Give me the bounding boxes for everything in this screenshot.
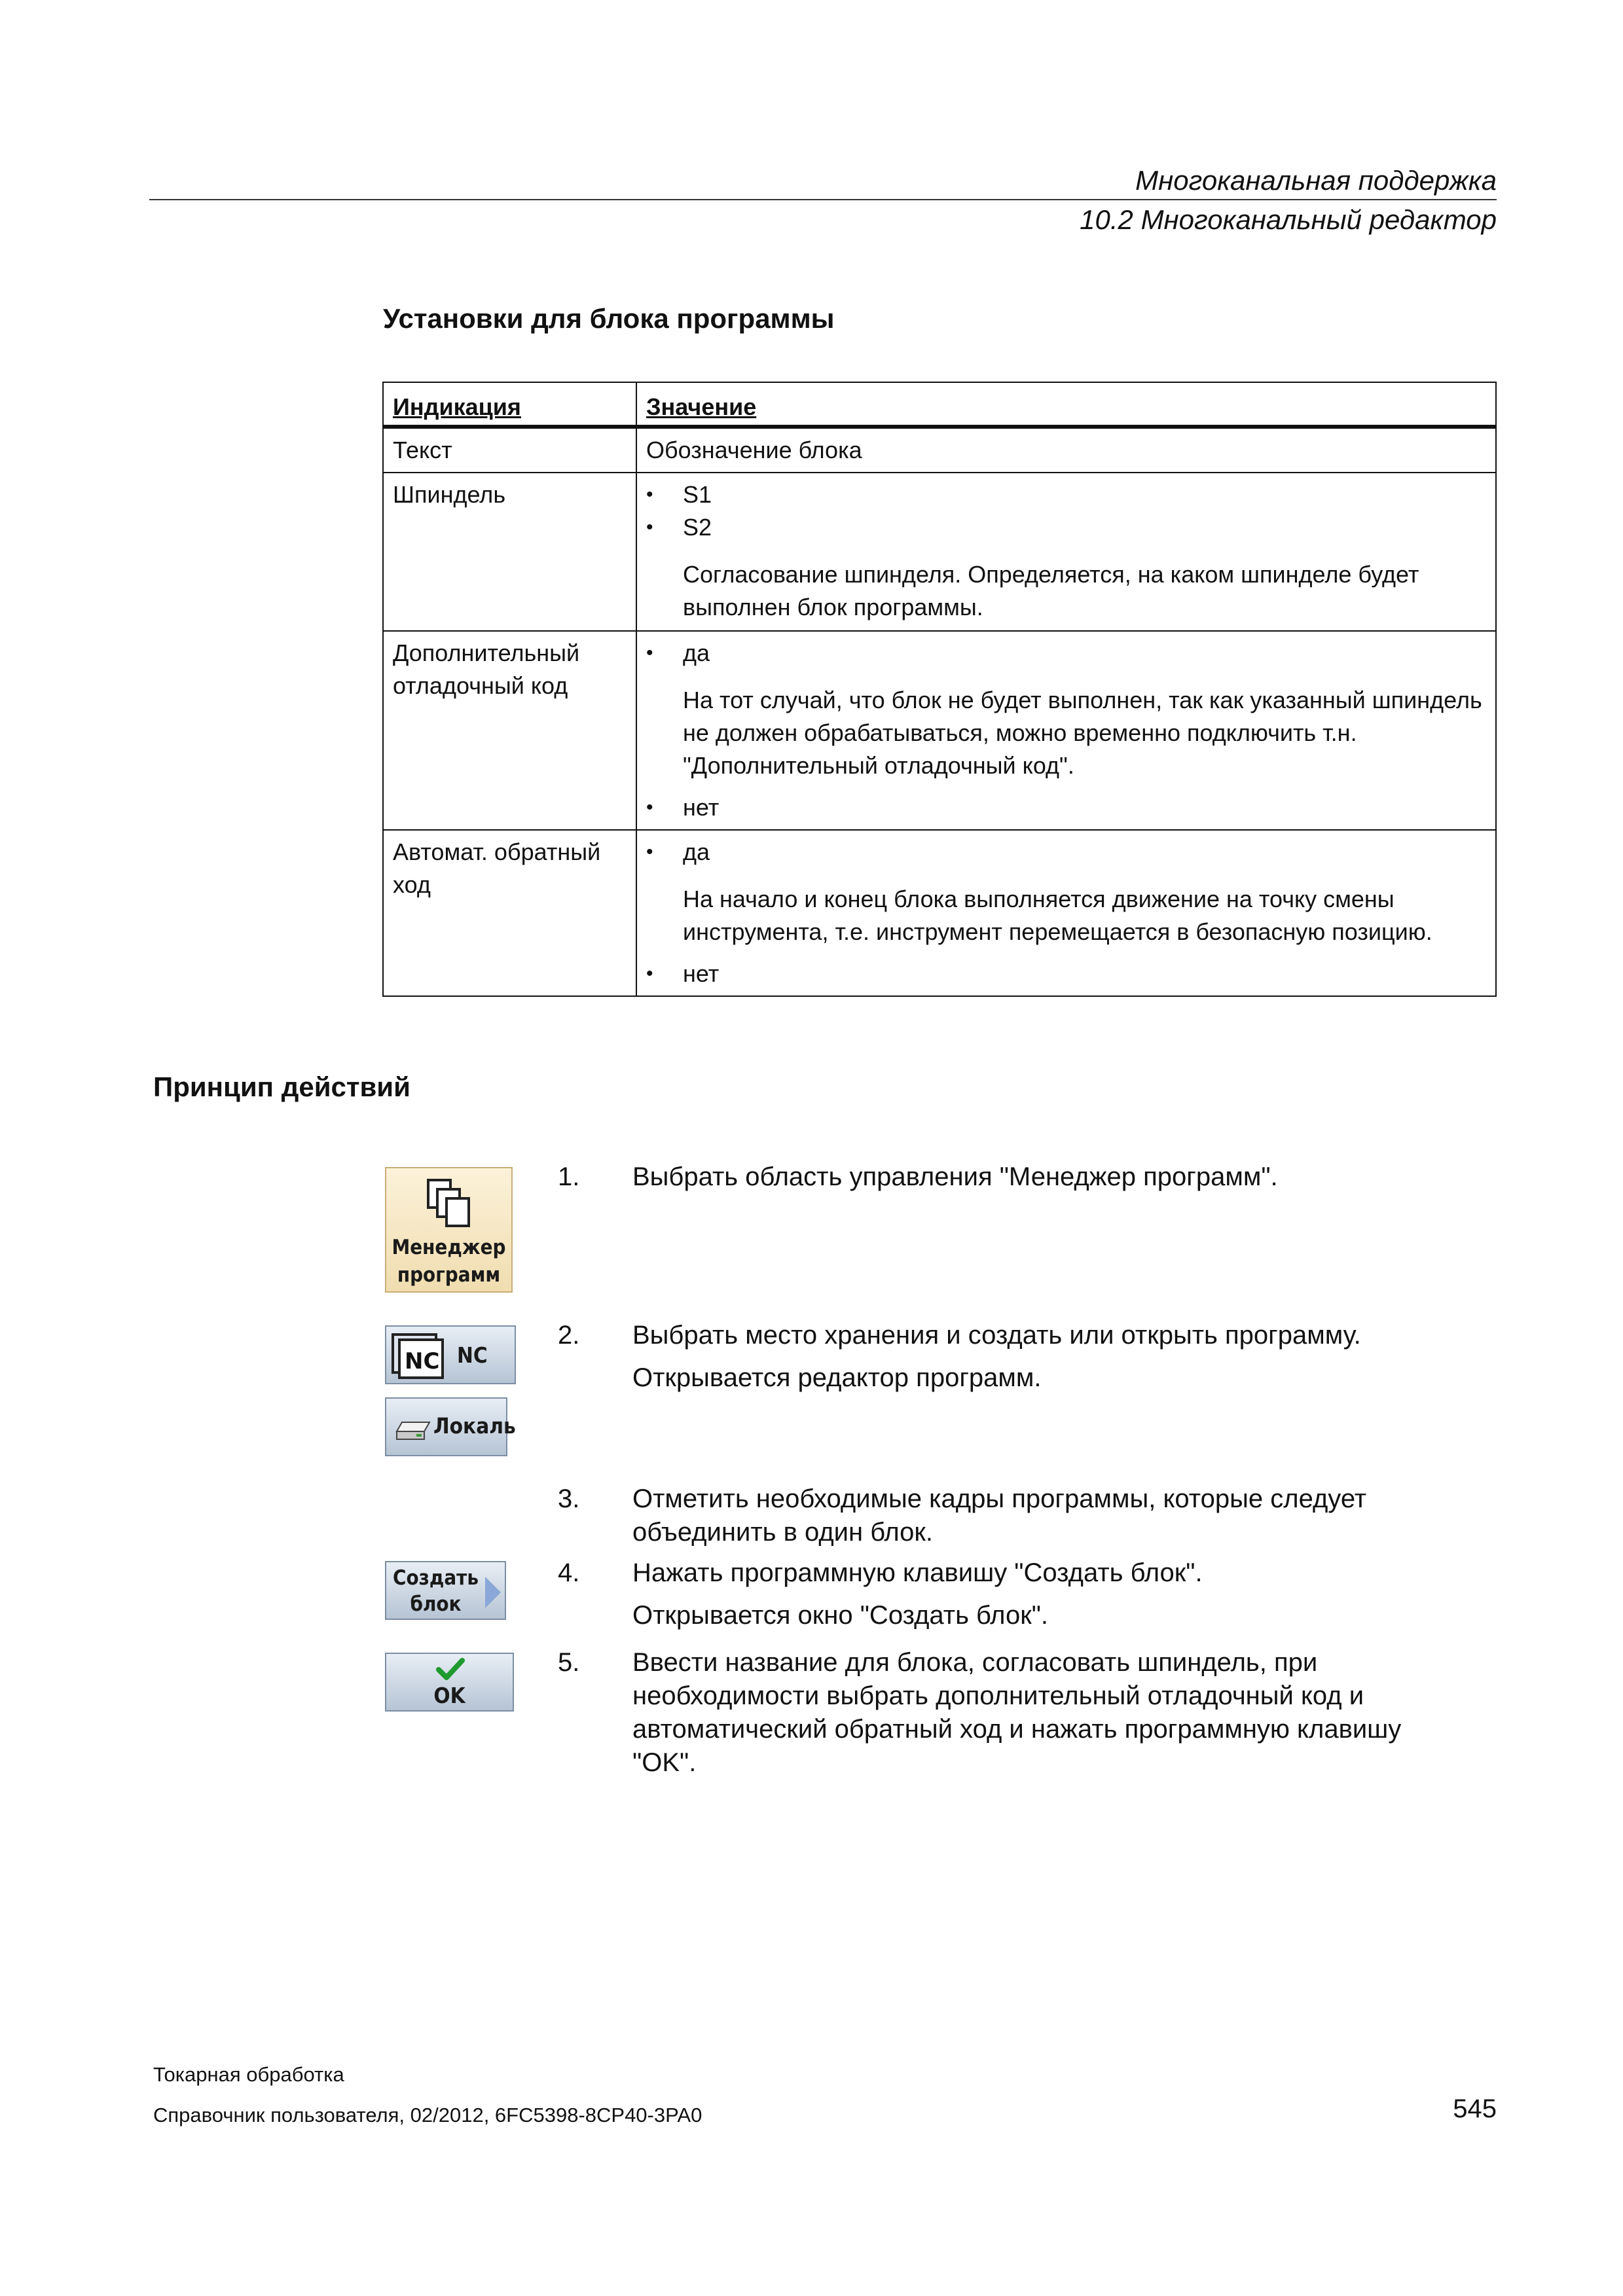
header-rule xyxy=(149,199,1497,200)
step-text xyxy=(632,1160,1444,1203)
step-line: Выбрать область управления "Менеджер программ". xyxy=(632,1162,1278,1191)
bullet-text: S2 xyxy=(683,514,712,541)
column-header-indication: Индикация xyxy=(383,382,636,427)
running-header-section: 10.2 Многоканальный редактор xyxy=(1080,204,1497,235)
row-value xyxy=(636,473,1496,631)
drive-icon xyxy=(395,1421,431,1443)
bullet-text: S1 xyxy=(683,481,712,508)
step-number: 4. xyxy=(558,1558,580,1587)
table-header-row xyxy=(383,382,1496,427)
documents-stack-icon xyxy=(426,1177,474,1232)
step-line: Ввести название для блока, согласовать шпиндель, при необходимости выбрать дополнительный отладочный код и автоматический обратный ход и нажать программную клавишу "OK". xyxy=(632,1648,1402,1777)
step-line: Нажать программную клавишу "Создать блок". xyxy=(632,1558,1203,1587)
local-softkey xyxy=(385,1397,516,1456)
page-number: 545 xyxy=(1453,2094,1497,2123)
nc-folder-icon xyxy=(392,1333,447,1382)
row-name: Текст xyxy=(383,427,636,473)
bullet-icon: • xyxy=(646,963,653,984)
create-block-label-line2: блок xyxy=(410,1592,462,1616)
bullet-icon: • xyxy=(646,484,653,505)
footer-title: Токарная обработка xyxy=(153,2063,344,2086)
row-note: Согласование шпинделя. Определяется, на каком шпинделе будет выполнен блок программы. xyxy=(683,561,1419,620)
step-number: 2. xyxy=(558,1321,580,1350)
step-line: Выбрать место хранения и создать или открыть программу. xyxy=(632,1321,1361,1350)
nc-softkey-label: NC xyxy=(457,1342,488,1368)
ok-softkey xyxy=(385,1653,514,1712)
program-manager-softkey xyxy=(385,1167,513,1293)
program-manager-label-line2: программ xyxy=(397,1263,501,1287)
row-note: На начало и конец блока выполняется движение на точку смены инструмента, т.е. инструмент перемещается в безопасную позицию. xyxy=(683,886,1432,945)
bullet-text: нет xyxy=(683,794,720,821)
svg-text:NC: NC xyxy=(405,1348,440,1374)
column-header-value: Значение xyxy=(636,382,1496,427)
bullet-icon: • xyxy=(646,797,653,818)
procedure-section-title: Принцип действий xyxy=(153,1071,410,1102)
step-number: 1. xyxy=(558,1162,580,1191)
step-text xyxy=(632,1319,1444,1404)
row-value: Обозначение блока xyxy=(636,427,1496,473)
step-line: Отметить необходимые кадры программы, которые следует объединить в один блок. xyxy=(632,1484,1367,1547)
row-value xyxy=(636,631,1496,830)
running-header-chapter: Многоканальная поддержка xyxy=(1135,165,1497,196)
bullet-item xyxy=(646,958,1486,990)
table-row xyxy=(383,631,1496,830)
create-block-softkey xyxy=(385,1561,506,1620)
step-text xyxy=(632,1556,1444,1641)
table-row xyxy=(383,830,1496,996)
bullet-text: да xyxy=(683,639,710,666)
bullet-item xyxy=(646,637,1486,670)
bullet-icon: • xyxy=(646,516,653,538)
bullet-text: нет xyxy=(683,960,720,987)
local-softkey-label: Локаль xyxy=(433,1413,516,1439)
table-row xyxy=(383,473,1496,631)
program-manager-label-line1: Менеджер xyxy=(392,1236,506,1259)
create-block-label-line1: Создать xyxy=(393,1566,479,1590)
step-text xyxy=(632,1646,1444,1789)
table-row xyxy=(383,427,1496,473)
row-name: Шпиндель xyxy=(383,473,636,631)
arrow-right-icon xyxy=(485,1577,501,1608)
row-name: Автомат. обратный ход xyxy=(383,830,636,996)
checkmark-icon xyxy=(436,1657,465,1685)
step-line: Открывается редактор программ. xyxy=(632,1363,1042,1392)
nc-softkey xyxy=(385,1325,516,1384)
bullet-icon: • xyxy=(646,841,653,863)
step-text xyxy=(632,1482,1444,1558)
step-line: Открывается окно "Создать блок". xyxy=(632,1601,1049,1630)
row-note: На тот случай, что блок не будет выполнен, так как указанный шпиндель не должен обрабатываться, можно временно подключить т.н. "Дополнительный отладочный код". xyxy=(683,687,1482,779)
bullet-item xyxy=(646,478,1486,511)
settings-table xyxy=(382,382,1497,997)
step-number: 5. xyxy=(558,1648,580,1677)
bullet-item xyxy=(646,791,1486,824)
bullet-text: да xyxy=(683,838,710,865)
bullet-item xyxy=(646,836,1486,869)
settings-section-title: Установки для блока программы xyxy=(383,303,835,334)
row-value xyxy=(636,830,1496,996)
footer-document-info: Справочник пользователя, 02/2012, 6FC5398-8CP40-3PA0 xyxy=(153,2104,702,2126)
bullet-item xyxy=(646,511,1486,544)
row-name: Дополнительный отладочный код xyxy=(383,631,636,830)
bullet-icon: • xyxy=(646,642,653,664)
step-number: 3. xyxy=(558,1484,580,1513)
ok-softkey-label: OK xyxy=(433,1683,465,1708)
